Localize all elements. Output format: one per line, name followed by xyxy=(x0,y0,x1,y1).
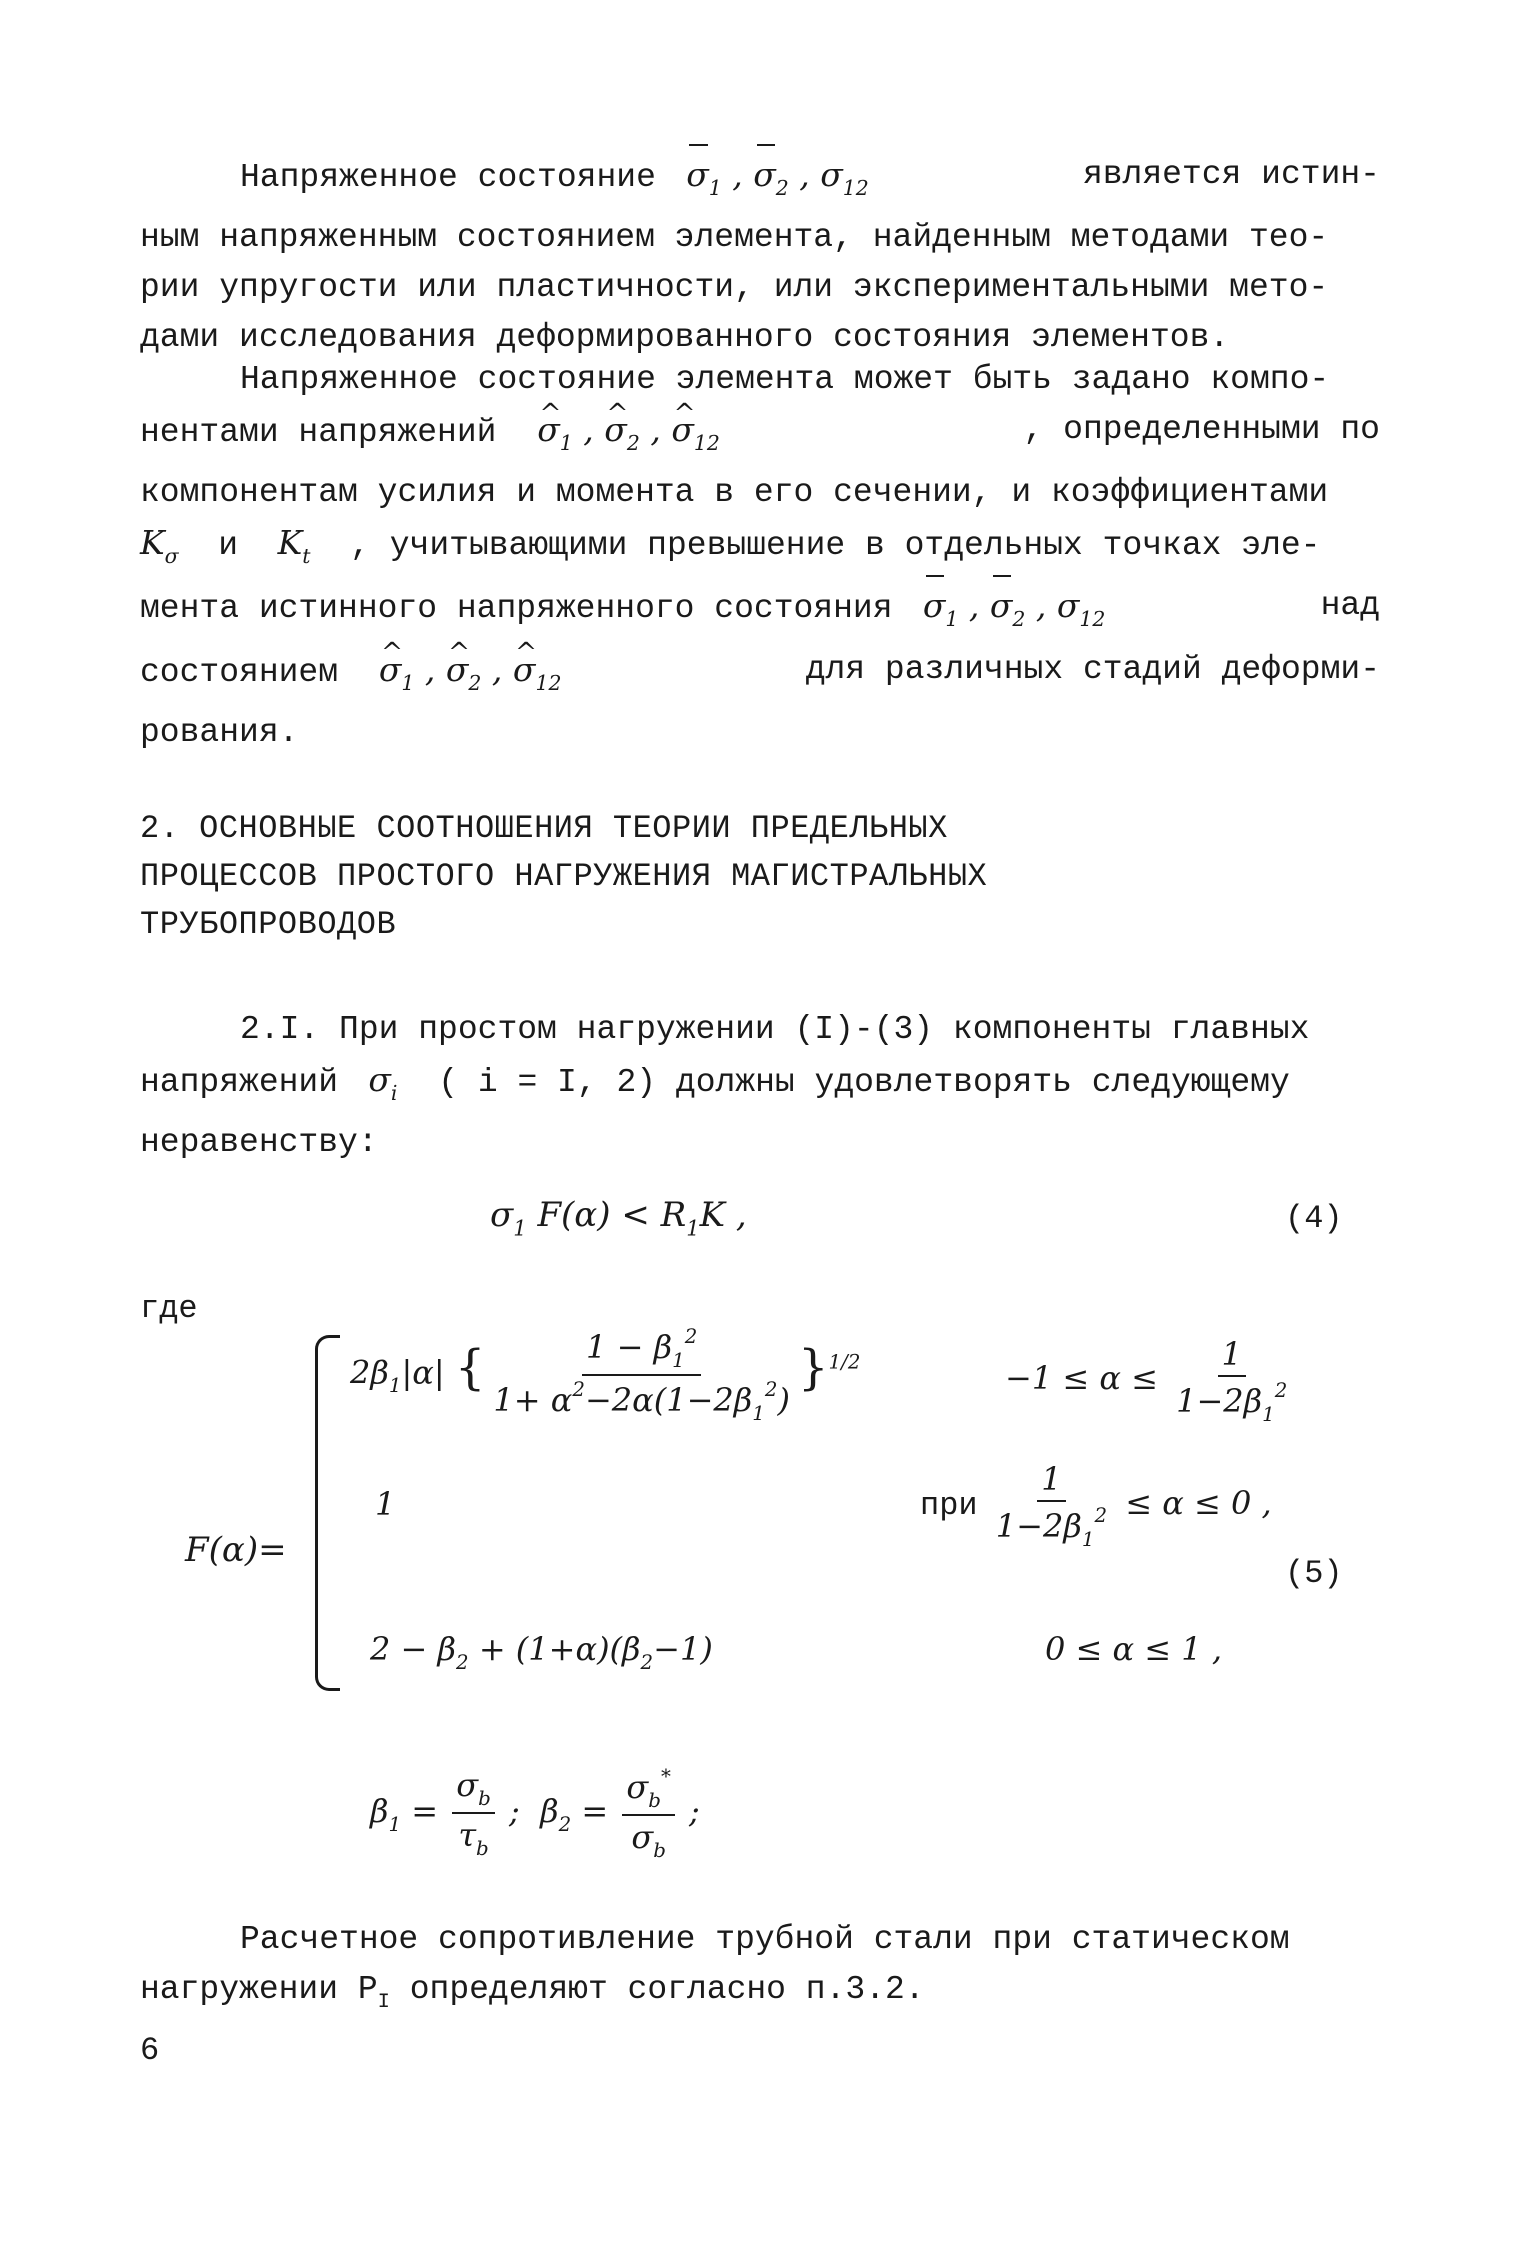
paragraph-2-line-3: компонентам усилия и момента в его сечении, и коэффициентами xyxy=(140,474,1329,512)
paragraph-1-line-2: ным напряженным состоянием элемента, найденным методами тео- xyxy=(140,219,1329,257)
paragraph-4-line-1: Расчетное сопротивление трубной стали при статическом xyxy=(240,1921,1290,1958)
equation-5-cond-3: 0 ≤ α ≤ 1 , xyxy=(1045,1630,1222,1668)
equation-5-brace xyxy=(315,1335,340,1691)
beta-definitions: $\beta_1$ = $\frac{\sigma_b}{\tau_b}$ ; $\beta_2$ = $\frac{\sigma_b^*}{\sigma_b}$ ; xyxy=(370,1765,700,1862)
paragraph-1-line-1: Напряженное состояние $\sigma_1$ , $\sigma_2$ , $\sigma_{12}$ является истин- xyxy=(140,150,1380,213)
paragraph-2-line-1: Напряженное состояние элемента может быть задано компо- xyxy=(240,361,1330,398)
paragraph-1-line-4: дами исследования деформированного состояния элементов. xyxy=(140,319,1230,357)
paragraph-2-line-5: мента истинного напряженного состояния $\sigma_1$ , $\sigma_2$ , $\sigma_{12}$ над xyxy=(140,581,1380,644)
paragraph-2-line-4: $K_\sigma$ и $K_t$ , учитывающими превышение в отдельных точках эле- xyxy=(140,523,1321,569)
coefficient-k-sigma: $K_\sigma$ xyxy=(140,523,179,569)
equation-4-number: (4) xyxy=(1285,1200,1343,1237)
stress-components-bar: $\sigma_1$ , $\sigma_2$ , $\sigma_{12}$ xyxy=(676,155,869,194)
paragraph-2-line-6: состоянием ^ $\sigma_1$ , ^ $\sigma_2$ , ^ $\sigma_{12}$ для различных стадий деформи- xyxy=(140,645,1380,708)
equation-5-cond-1: −1 ≤ α ≤ $\frac{1}{1-2\beta_1^2}$ xyxy=(1005,1335,1288,1426)
paragraph-2-line-2: нентами напряжений ^ $\sigma_1$ , ^ $\sigma_2$ , ^ $\sigma_{12}$ , определенными по xyxy=(140,405,1380,468)
equation-5-case-2: 1 xyxy=(375,1485,396,1523)
paragraph-3-line-1: 2.I. При простом нагружении (I)-(3) компоненты главных xyxy=(240,1011,1310,1048)
stress-components-hat: ^ $\sigma_1$ , ^ $\sigma_2$ , ^ $\sigma_{12}$ xyxy=(516,410,720,449)
paragraph-4-line-2: нагружении $Р_I$ определяют согласно п.3.2. xyxy=(140,1971,925,2015)
equation-5-cond-2: при $\frac{1}{1-2\beta_1^2}$ ≤ α ≤ 0 , xyxy=(920,1460,1272,1551)
paragraph-1 xyxy=(140,150,1380,363)
section-heading xyxy=(140,805,1140,949)
equation-5-lhs: F(α)= xyxy=(185,1530,287,1570)
page-number: 6 xyxy=(140,2032,160,2069)
equation-5-case-1: $2\beta_1|\alpha|$ { $\frac{1 - \beta_1^2}{1+ \alpha^2-2\alpha(1-2\beta_1^2)}$ }$^{1/2}$ xyxy=(350,1325,861,1425)
section-heading-line-1: 2. ОСНОВНЫЕ СООТНОШЕНИЯ ТЕОРИИ ПРЕДЕЛЬНЫХ xyxy=(140,810,948,847)
paragraph-3-line-3: неравенству: xyxy=(140,1124,378,1162)
paragraph-1-line-3: рии упругости или пластичности, или экспериментальными мето- xyxy=(140,269,1329,307)
paragraph-4 xyxy=(140,1915,1380,2028)
paragraph-2-line-7: рования. xyxy=(140,713,299,751)
equation-5-case-3: $2 - \beta_2 + (1+\alpha)(\beta_2-1)$ xyxy=(370,1630,713,1674)
paragraph-3 xyxy=(140,1005,1380,1168)
where-label: где xyxy=(140,1290,198,1327)
equation-4: $\sigma_1$ $F(\alpha) < R_1K$ , xyxy=(490,1195,747,1241)
section-heading-line-3: ТРУБОПРОВОДОВ xyxy=(140,906,397,943)
paragraph-3-line-2: напряжений $\sigma_i$ ( i = I, 2) должны удовлетворять следующему xyxy=(140,1060,1290,1106)
coefficient-k-t: $K_t$ xyxy=(277,523,311,569)
equation-5-number: (5) xyxy=(1285,1555,1343,1592)
paragraph-2 xyxy=(140,355,1380,758)
section-heading-line-2: ПРОЦЕССОВ ПРОСТОГО НАГРУЖЕНИЯ МАГИСТРАЛЬНЫХ xyxy=(140,858,988,895)
